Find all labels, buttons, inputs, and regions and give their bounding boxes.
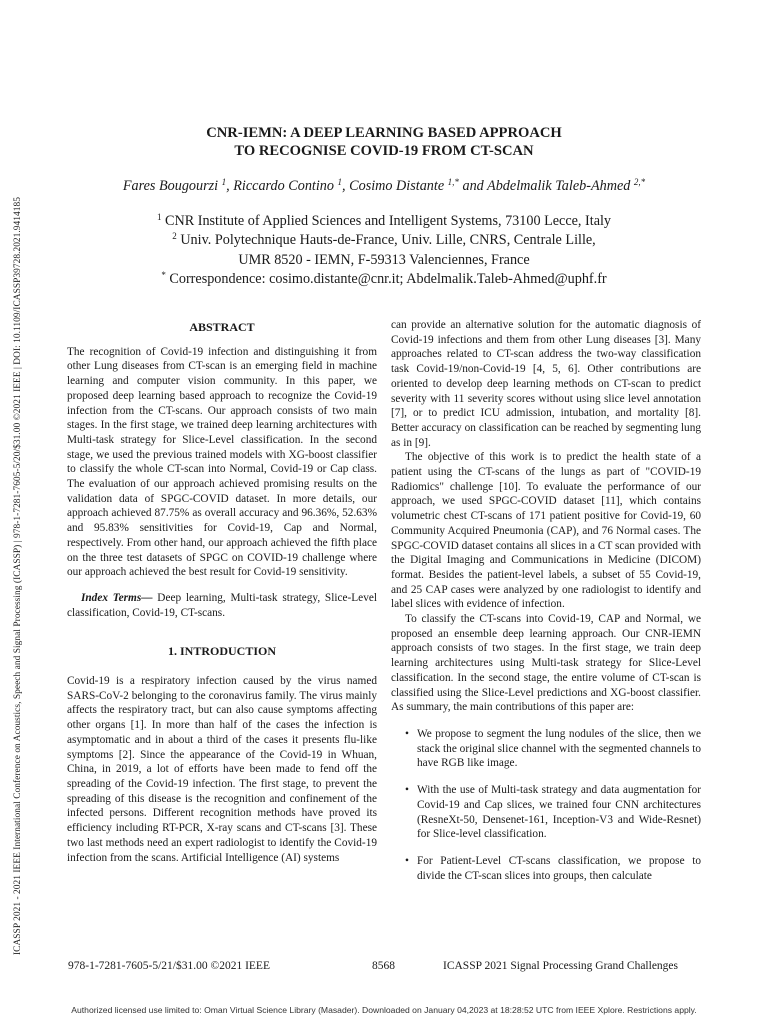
affiliation-1: $^1$ CNR Institute of Applied Sciences and Intelligent Systems, 73100 Lecce, Italy — [156, 212, 612, 229]
page-number: 8568 — [372, 960, 395, 972]
doi-sidebar-text: ICASSP 2021 - 2021 IEEE International Conference on Acoustics, Speech and Signal Processing (ICASSP) | 978-1-7281-7605-5/20/$31.00 ©2021 IEEE | DOI: 10.1109/ICASSP39728.2021.9414185 — [13, 197, 23, 955]
affiliations — [0, 212, 768, 289]
author-sup: 1 — [337, 177, 343, 187]
contribution-item: • We propose to segment the lung nodules of the slice, then we stack the original slice channel with the segmented channels to have RGB like image. — [391, 727, 701, 771]
author-sup: 1 — [221, 177, 227, 187]
author-name: Riccardo Contino — [233, 178, 334, 194]
abstract-heading: ABSTRACT — [189, 320, 255, 334]
author-list: Fares Bougourzi $^1$, Riccardo Contino $^1$, Cosimo Distante $^{1,*}$ and Abdelmalik Taleb-Ahmed $^{2,*}$ — [122, 177, 646, 194]
intro-paragraph-2: The objective of this work is to predict the health state of a patient using the CT-scans of the lungs as part of "COVID-19 Radiomics" challenge [10]. To evaluate the performance of our approach, we used SPGC-COVID dataset [11], which contains volumetric chest CT-scans of 171 patient positive for Covid-19, 60 Community Acquired Pneumonia (CAP), and 76 Normal cases. The SPGC-COVID dataset contains all slices in a CT scan provided with the Digital Imaging and Communications in Medicine (DICOM) format. Besides the patient-level labels, a subset of 55 Covid-19, and 25 CAP cases were analyzed by one radiologist to identify and label slices with evidence of infection. — [391, 451, 701, 611]
contribution-item: • With the use of Multi-task strategy and data augmentation for Covid-19 and Cap slices, we trained four CNN architectures (ResneXt-50, Densenet-161, Inception-V3 and Wide-Resnet) for Slice-level classification. — [391, 783, 701, 842]
author-sup: 2,* — [633, 177, 646, 187]
title-line-1: CNR-IEMN: A DEEP LEARNING BASED APPROACH — [206, 125, 562, 141]
correspondence: * Correspondence: cosimo.distante@cnr.it; Abdelmalik.Taleb-Ahmed@uphf.fr — [161, 269, 607, 287]
author-name: Fares Bougourzi — [122, 178, 219, 194]
footer-isbn: 978-1-7281-7605-5/21/$31.00 ©2021 IEEE — [68, 960, 270, 972]
index-terms-lead: Index Terms— — [81, 591, 153, 604]
title-line-2: TO RECOGNISE COVID-19 FROM CT-SCAN — [234, 143, 534, 159]
intro-paragraph-3: To classify the CT-scans into Covid-19, CAP and Normal, we proposed an ensemble deep learning approach. Our CNR-IEMN approach consists of two stages. In the first stage, we train deep learning architectures using Multi-task strategy for Slice-Level classification. In the second stage, the entire volume of CT-scan is classified using the Slice-Level predictions and XG-boost classifier. As summary, the main contributions of this paper are: — [391, 613, 701, 714]
author-name: Abdelmalik Taleb-Ahmed — [487, 178, 631, 194]
contribution-list — [391, 727, 701, 883]
left-column — [67, 318, 377, 865]
intro-paragraph-1-cont: can provide an alternative solution for the automatic diagnosis of Covid-19 infections and them from other Lung diseases [3]. Many approaches related to CT-scan address the two-way classification task Covid-19/non-Covid-19 [4, 5, 6]. Other contributions are oriented to develop deep learning methods on CT-scan to predict severity with 11 severity scores without using slice level annotation [7], or to predict ICU admission, intubation, and mortality [8]. Better accuracy on classification can be reached by segmenting lung as in [9]. — [391, 319, 701, 449]
abstract-text: The recognition of Covid-19 infection and distinguishing it from other Lung diseases from CT-scan is an emerging field in machine learning and computer vision community. In this paper, we proposed deep learning based approach to recognize the Covid-19 infection from the CT-scans. Our approach consists of two main stages. In the first stage, we trained deep learning architectures with Multi-task strategy for Slice-Level classification. In the second stage, we used the previous trained models with XG-boost classifier to classify the whole CT-scan into Normal, Covid-19 or Cap class. The evaluation of our approach achieved promising results on the validation data of SPGC-COVID dataset. In more details, our approach achieved 87.75% as overall accuracy and 96.36%, 52.63% and 95.83% sensitivities for Covid-19, Cap and Normal, respectively. From other hand, our approach achieved the fifth place on the three test datasets of SPGC on COVID-19 challenge where our approach achieved the best result for Covid-19 sensitivity. — [67, 345, 377, 579]
author-name: Cosimo Distante — [349, 178, 445, 194]
paper-title — [0, 124, 768, 160]
license-notice: Authorized licensed use limited to: Oman Virtual Science Library (Masader). Downloaded on January 04,2023 at 18:28:52 UTC from IEEE Xplore. Restrictions apply. — [71, 1005, 697, 1015]
intro-paragraph-1: Covid-19 is a respiratory infection caused by the virus named SARS-CoV-2 belonging to the coronavirus family. The virus mainly affects the respiratory tract, but can also cause symptoms affecting other organs [1]. In more than half of the cases the infection is asymptomatic and in about a third of the cases it presents flu-like symptoms [2]. Since the appearance of the Covid-19 in Whuan, China, in 2019, a lot of efforts have been made to fend off the spreading of the Covid-19 infection. The first stage, to prevent the spreading of this disease is the recognition and confinement of the infected persons. Different recognition methods have proved its efficiency including RT-PCR, X-ray scans and CT-scans [3]. These two last methods need an expert radiologist to identify the Covid-19 infection from the scans. Artificial Intelligence (AI) systems — [67, 675, 377, 864]
contribution-item: • For Patient-Level CT-scans classification, we propose to divide the CT-scan slices into groups, then calculate — [391, 854, 701, 883]
affiliation-2-cont: UMR 8520 - IEMN, F-59313 Valenciennes, France — [238, 251, 530, 268]
author-sup: 1,* — [447, 177, 459, 187]
right-column — [391, 318, 701, 895]
index-terms-text: Deep learning, Multi-task strategy, Slice-Level classification, Covid-19, CT-scans. — [67, 591, 377, 619]
index-terms — [67, 591, 377, 620]
footer-conference: ICASSP 2021 Signal Processing Grand Challenges — [443, 960, 678, 972]
affiliation-2: $^2$ Univ. Polytechnique Hauts-de-France, Univ. Lille, CNRS, Centrale Lille, — [172, 231, 596, 249]
intro-heading: 1. INTRODUCTION — [167, 644, 276, 659]
